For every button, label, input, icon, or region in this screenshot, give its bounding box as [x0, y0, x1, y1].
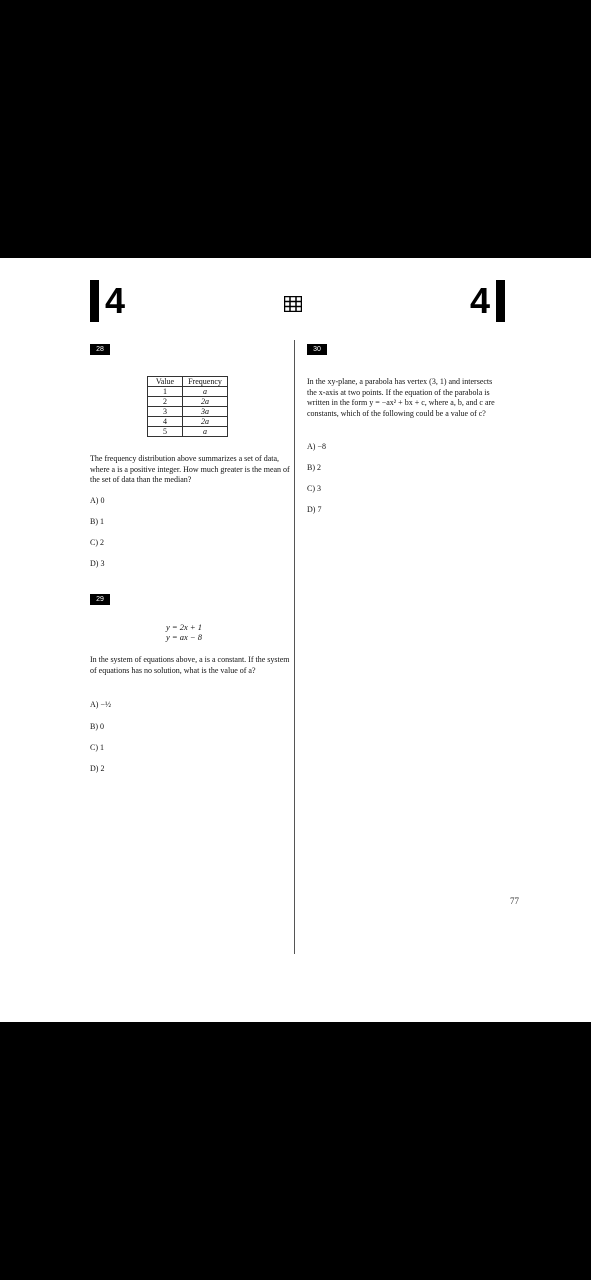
question-text: In the system of equations above, a is a constant. If the system of equations has no solution, what is the value of a?	[90, 655, 290, 675]
question-number-badge: 29	[90, 594, 110, 605]
frequency-table	[147, 376, 228, 437]
page-number: 77	[510, 896, 519, 906]
table-cell: 2	[148, 397, 183, 407]
table-cell: 4	[148, 417, 183, 427]
equation-line-2: y = ax − 8	[166, 632, 203, 642]
answer-choice-b[interactable]: B) 0	[90, 722, 104, 731]
question-text: The frequency distribution above summarizes a set of data, where a is a positive integer. How much greater is the mean of the set of data than the median?	[90, 454, 290, 484]
calculator-grid-icon	[284, 296, 302, 312]
answer-choice-c[interactable]: C) 1	[90, 743, 104, 752]
answer-choice-c[interactable]: C) 2	[90, 538, 104, 547]
table-cell: 3	[148, 407, 183, 417]
table-cell: a	[183, 427, 228, 437]
equation-line-1: y = 2x + 1	[166, 622, 203, 632]
table-cell: 2a	[183, 397, 228, 407]
table-row	[148, 397, 228, 407]
table-row	[148, 387, 228, 397]
answer-choice-d[interactable]: D) 7	[307, 505, 322, 514]
question-number-badge: 28	[90, 344, 110, 355]
table-row	[148, 427, 228, 437]
table-cell: 1	[148, 387, 183, 397]
answer-choice-d[interactable]: D) 2	[90, 764, 105, 773]
question-number-badge: 30	[307, 344, 327, 355]
answer-choice-d[interactable]: D) 3	[90, 559, 105, 568]
answer-choice-a[interactable]: A) −½	[90, 700, 111, 709]
test-page	[0, 258, 591, 1022]
table-cell: 5	[148, 427, 183, 437]
question-text: In the xy-plane, a parabola has vertex (3, 1) and intersects the x-axis at two points. If the equation of the parabola is written in the form y = −ax² + bx + c, where a, b, and c are constants, which of the following could be a value of c?	[307, 377, 495, 418]
table-row	[148, 407, 228, 417]
table-cell: a	[183, 387, 228, 397]
answer-choice-c[interactable]: C) 3	[307, 484, 321, 493]
column-divider	[294, 340, 295, 954]
table-cell: 3a	[183, 407, 228, 417]
answer-choice-a[interactable]: A) 0	[90, 496, 105, 505]
answer-choice-b[interactable]: B) 1	[90, 517, 104, 526]
answer-choice-a[interactable]: A) −8	[307, 442, 326, 451]
section-header-right	[470, 280, 505, 322]
table-cell: 2a	[183, 417, 228, 427]
section-number-right: 4	[469, 280, 490, 321]
section-bar	[90, 280, 99, 322]
section-number-left: 4	[105, 280, 126, 321]
table-header-frequency: Frequency	[183, 377, 228, 387]
section-header-left	[90, 280, 125, 322]
section-bar	[496, 280, 505, 322]
answer-choice-b[interactable]: B) 2	[307, 463, 321, 472]
table-header-value: Value	[148, 377, 183, 387]
table-row	[148, 417, 228, 427]
